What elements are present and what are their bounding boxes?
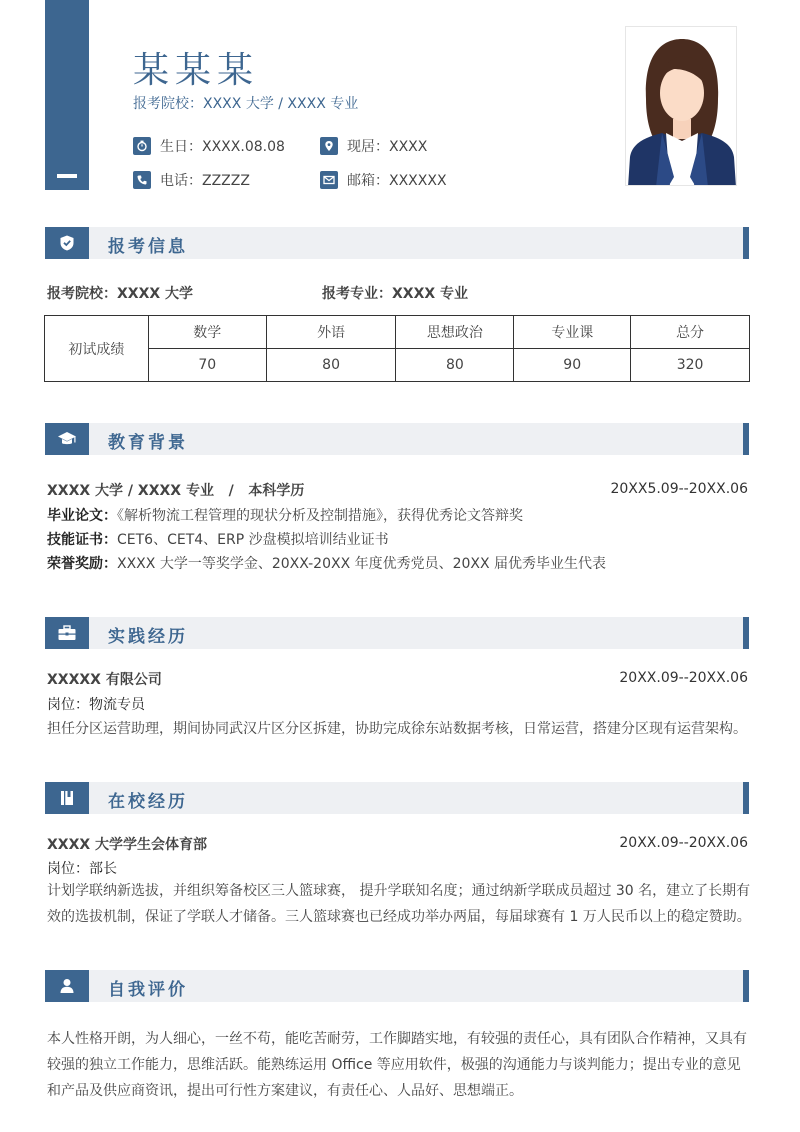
- section-header-practice: [45, 617, 749, 649]
- subject-header: 思想政治: [396, 316, 514, 349]
- section-title-practice: 实践经历: [108, 627, 188, 647]
- section-header-exam: [45, 227, 749, 259]
- honor-text: XXXX 大学一等奖学金、20XX-20XX 年度优秀党员、20XX 届优秀毕业生代表: [117, 556, 607, 572]
- briefcase-icon: [45, 617, 89, 649]
- book-icon: [45, 782, 89, 814]
- header-accent-bar: [45, 0, 89, 190]
- birth-text: 生日：XXXX.08.08: [160, 139, 285, 155]
- campus-date: 20XX.09--20XX.06: [619, 835, 748, 851]
- location-icon: [320, 137, 338, 155]
- cert-text: CET6、CET4、ERP 沙盘模拟培训结业证书: [117, 532, 389, 548]
- thesis-text: 《解析物流工程管理的现状分析及控制措施》，获得优秀论文答辩奖: [117, 508, 523, 524]
- shield-icon: [45, 227, 89, 259]
- section-end-mark: [743, 423, 749, 455]
- self-evaluation-text: 本人性格开朗，为人细心，一丝不苟，能吃苦耐劳，工作脚踏实地，有较强的责任心，具有团队合作精神，又具有较强的独立工作能力，思维活跃。能熟练运用 Office 等应用软件，极强的沟通能力与谈判能力；提出专业的意见和产品及供应商资讯，提出可行性方案建议，有责任心、人品好、思想端正。: [47, 1031, 747, 1099]
- email-text: 邮箱：XXXXXX: [347, 173, 447, 189]
- campus-org: XXXX 大学学生会体育部: [47, 837, 208, 853]
- education-date: 20XX5.09--20XX.06: [610, 481, 748, 497]
- subject-header: 数学: [148, 316, 266, 349]
- accent-dash: [57, 174, 77, 178]
- campus-position: 岗位：部长: [47, 861, 117, 877]
- phone-text: 电话：ZZZZZ: [160, 173, 250, 189]
- score-cell: 80: [396, 349, 514, 382]
- honor-line: [47, 553, 606, 573]
- section-title-education: 教育背景: [108, 433, 188, 453]
- score-table: [44, 315, 750, 382]
- section-title-self: 自我评价: [108, 980, 188, 1000]
- practice-description: 担任分区运营助理，期间协同武汉片区分区拆建，协助完成徐东站数据考核，日常运营，搭建分区现有运营架构。: [47, 721, 747, 737]
- cert-label: 技能证书：: [47, 532, 117, 548]
- section-end-mark: [743, 227, 749, 259]
- exam-school: 报考院校：XXXX 大学: [47, 286, 194, 302]
- section-end-mark: [743, 782, 749, 814]
- score-cell: 80: [266, 349, 396, 382]
- email-info: [320, 170, 447, 190]
- mail-icon: [320, 171, 338, 189]
- subject-header: 总分: [631, 316, 750, 349]
- practice-company: XXXXX 有限公司: [47, 672, 162, 688]
- cert-line: [47, 529, 389, 549]
- residence-text: 现居：XXXX: [347, 139, 428, 155]
- exam-major: 报考专业：XXXX 专业: [322, 286, 469, 302]
- score-row-label: 初试成绩: [45, 316, 149, 382]
- section-title-exam: 报考信息: [108, 237, 188, 257]
- phone-icon: [133, 171, 151, 189]
- residence-info: [320, 136, 427, 156]
- practice-position: 岗位：物流专员: [47, 697, 145, 713]
- table-row: [45, 316, 750, 349]
- person-icon: [45, 970, 89, 1002]
- education-title: XXXX 大学 / XXXX 专业 / 本科学历: [47, 483, 305, 499]
- score-cell: 90: [514, 349, 631, 382]
- birthday-icon: [133, 137, 151, 155]
- section-header-self: [45, 970, 749, 1002]
- birth-info: [133, 136, 285, 156]
- table-row: [45, 349, 750, 382]
- subject-header: 外语: [266, 316, 396, 349]
- practice-date: 20XX.09--20XX.06: [619, 670, 748, 686]
- score-cell: 70: [148, 349, 266, 382]
- campus-description: 计划学联纳新选拔，并组织筹备校区三人篮球赛， 提升学联知名度；通过纳新学联成员超过 30 名，建立了长期有效的选拔机制，保证了学联人才储备。三人篮球赛也已经成功举办两届，每届球赛有 1 万人民币以上的稳定赞助。: [47, 883, 751, 925]
- honor-label: 荣誉奖励：: [47, 556, 117, 572]
- section-header-campus: [45, 782, 749, 814]
- section-end-mark: [743, 970, 749, 1002]
- thesis-label: 毕业论文：: [47, 508, 117, 524]
- section-title-campus: 在校经历: [108, 792, 188, 812]
- phone-info: [133, 170, 250, 190]
- profile-photo: [625, 26, 737, 186]
- section-end-mark: [743, 617, 749, 649]
- score-cell: 320: [631, 349, 750, 382]
- subject-header: 专业课: [514, 316, 631, 349]
- candidate-name: 某某某: [133, 50, 260, 91]
- section-header-education: [45, 423, 749, 455]
- thesis-line: [47, 505, 523, 525]
- target-school-subtitle: 报考院校：XXXX 大学 / XXXX 专业: [133, 96, 359, 112]
- graduation-cap-icon: [45, 423, 89, 455]
